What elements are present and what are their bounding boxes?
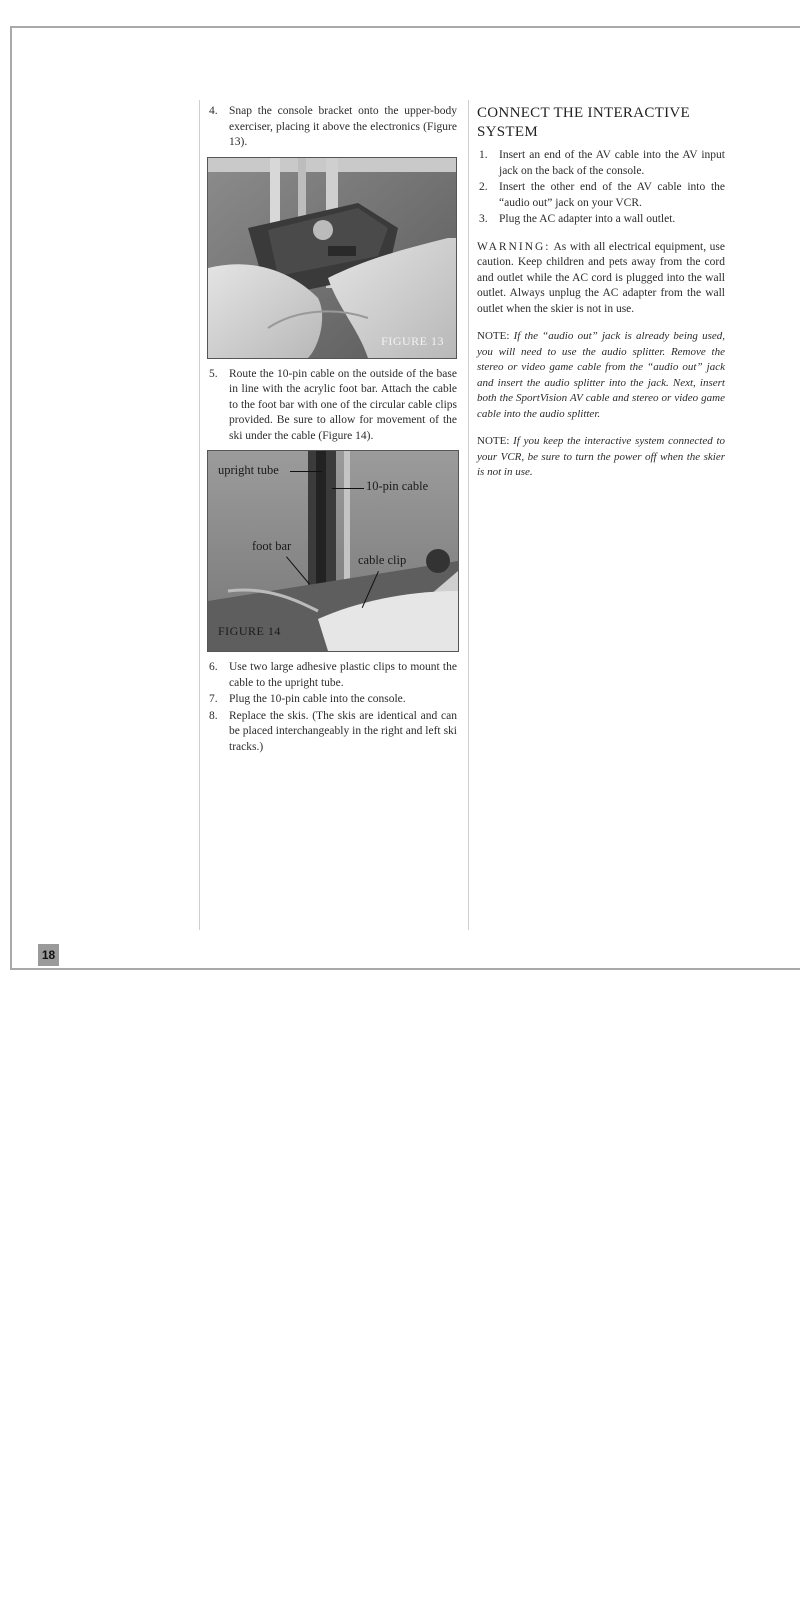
section-heading: CONNECT THE INTERACTIVE SYSTEM bbox=[477, 105, 690, 140]
note-paragraph-2 bbox=[477, 434, 725, 481]
step-text: Plug the 10-pin cable into the console. bbox=[229, 693, 406, 705]
step-number: 3. bbox=[479, 213, 488, 225]
step-text: Replace the skis. (The skis are identical and can be placed interchangeably in the right and left ski tracks.) bbox=[229, 709, 457, 753]
step-text: Plug the AC adapter into a wall outlet. bbox=[499, 213, 676, 225]
note-label: NOTE: bbox=[477, 435, 510, 447]
label-cable-clip: cable clip bbox=[358, 553, 407, 567]
steps-list-part1 bbox=[207, 104, 457, 151]
page-number: 18 bbox=[38, 944, 59, 966]
step-4 bbox=[207, 104, 457, 151]
left-column bbox=[207, 104, 457, 756]
note-paragraph-1 bbox=[477, 329, 725, 422]
steps-list-part3 bbox=[207, 660, 457, 755]
step-number: 2. bbox=[479, 181, 488, 193]
step-number: 5. bbox=[209, 367, 218, 380]
warning-text: As with all electrical equipment, use caution. Keep children and pets away from the cord and outlet while the AC cord is plugged into the wall outlet. Always unplug the AC adapter from the wall outlet when the skier is not in use. bbox=[477, 240, 725, 315]
note-text: If the “audio out” jack is already being used, you will need to use the audio splitter. Remove the stereo or video game cable from the “audio out” jack and insert the audio splitter into the jack. Next, insert both the SportVision AV cable and stereo or video game cable into the audio splitter. bbox=[477, 330, 725, 420]
steps-list-part2 bbox=[207, 367, 457, 445]
figure-13 bbox=[207, 157, 457, 359]
step-text: Snap the console bracket onto the upper-body exerciser, placing it above the electronics (Figure 13). bbox=[229, 105, 457, 148]
column-rule-middle bbox=[468, 100, 469, 930]
label-upright-tube: upright tube bbox=[218, 463, 279, 477]
connect-step-2 bbox=[477, 180, 725, 211]
connect-step-1 bbox=[477, 148, 725, 179]
label-10-pin-cable: 10-pin cable bbox=[366, 479, 429, 493]
figure-14 bbox=[207, 450, 459, 652]
step-text: Use two large adhesive plastic clips to mount the cable to the upright tube. bbox=[229, 661, 457, 689]
warning-paragraph bbox=[477, 240, 725, 318]
figure-13-photo bbox=[208, 158, 456, 358]
right-column bbox=[477, 104, 725, 481]
step-7 bbox=[207, 692, 457, 708]
warning-label: WARNING: bbox=[477, 240, 551, 253]
step-number: 1. bbox=[479, 149, 488, 161]
step-6 bbox=[207, 660, 457, 691]
step-text: Insert the other end of the AV cable into the “audio out” jack on your VCR. bbox=[499, 181, 725, 209]
step-5 bbox=[207, 367, 457, 445]
step-number: 6. bbox=[209, 661, 218, 673]
figure-13-caption: FIGURE 13 bbox=[381, 334, 444, 348]
step-text: Insert an end of the AV cable into the AV input jack on the back of the console. bbox=[499, 149, 725, 177]
note-label: NOTE: bbox=[477, 330, 510, 342]
step-number: 4. bbox=[209, 105, 218, 117]
step-number: 8. bbox=[209, 709, 218, 722]
figure-14-caption: FIGURE 14 bbox=[218, 623, 281, 638]
connect-steps-list bbox=[477, 148, 725, 228]
column-rule-left bbox=[199, 100, 200, 930]
step-number: 7. bbox=[209, 693, 218, 705]
step-text: Route the 10-pin cable on the outside of the base in line with the acrylic foot bar. Attach the cable to the foot bar with one of the circular cable clips provided. Be sure to allow for movement of the ski under the cable (Figure 14). bbox=[229, 367, 457, 442]
leader-upright-tube bbox=[290, 471, 322, 472]
connect-step-3 bbox=[477, 212, 725, 228]
label-foot-bar: foot bar bbox=[252, 539, 292, 553]
note-text: If you keep the interactive system connected to your VCR, be sure to turn the power off when the skier is not in use. bbox=[477, 435, 725, 478]
step-8 bbox=[207, 709, 457, 756]
leader-10-pin-cable bbox=[332, 488, 364, 489]
